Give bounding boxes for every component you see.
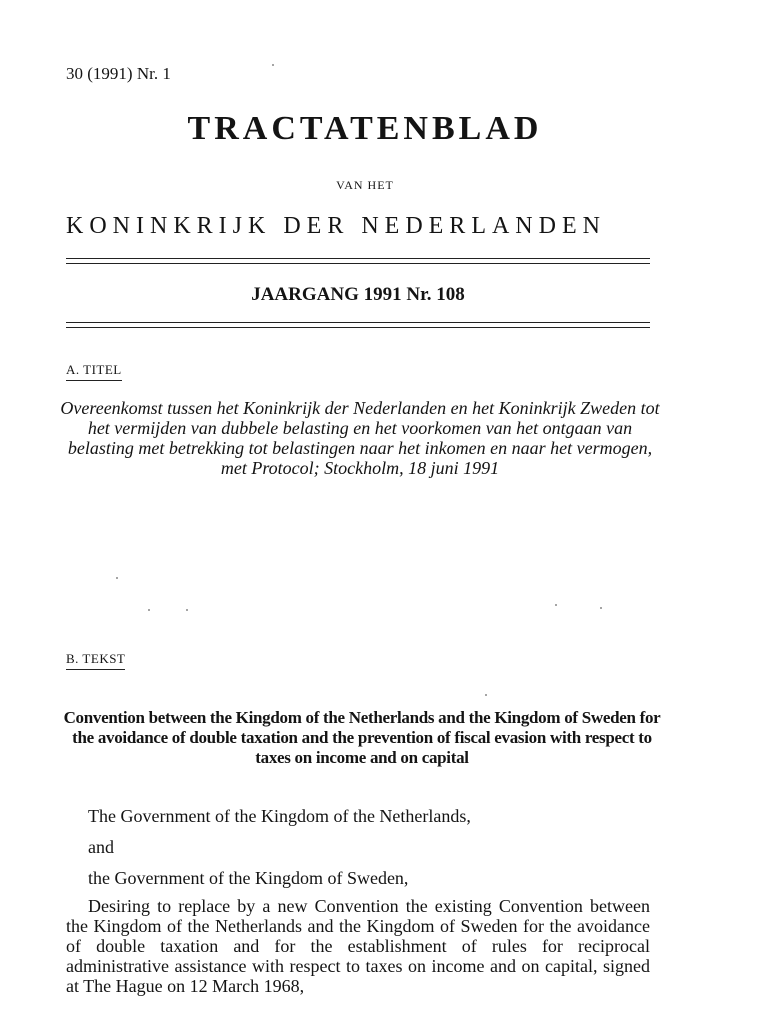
preamble-line-and: and [88, 837, 114, 857]
preamble-desiring-text: Desiring to replace by a new Convention the existing Convention between the Kingdom of the Netherlands and the Kingdom of Sweden for the avoidance of double taxation and for the establishment of rules for reciprocal administrative assistance with respect to taxes on income and on capital, signed at The Hague on 12 March 1968, [66, 896, 650, 996]
preamble-line-sweden: the Government of the Kingdom of Sweden, [88, 868, 409, 888]
treaty-title-dutch: Overeenkomst tussen het Koninkrijk der Nederlanden en het Koninkrijk Zweden tot het vermijden van dubbele belasting en het voorkomen van het ontgaan van belasting met betrekking tot belastingen naar het inkomen en naar het vermogen, met Protocol; Stockholm, 18 juni 1991 [60, 398, 660, 478]
publication-subtitle: VAN HET [336, 178, 394, 192]
publication-title: TRACTATENBLAD [187, 110, 543, 147]
kingdom-heading: KONINKRIJK DER NEDERLANDEN [66, 213, 606, 239]
scan-speck [148, 609, 150, 611]
section-a-label: A. TITEL [66, 362, 122, 381]
scan-speck [600, 607, 602, 609]
scan-speck [272, 64, 274, 66]
divider-bottom [66, 322, 650, 328]
scan-speck [555, 604, 557, 606]
section-b-label: B. TEKST [66, 651, 125, 670]
preamble-desiring-paragraph [66, 896, 650, 996]
scan-speck [485, 694, 487, 696]
scan-speck [116, 577, 118, 579]
volume-number: JAARGANG 1991 Nr. 108 [251, 284, 465, 305]
preamble-line-netherlands: The Government of the Kingdom of the Netherlands, [88, 806, 471, 826]
scan-speck [186, 609, 188, 611]
publication-reference: 30 (1991) Nr. 1 [66, 64, 171, 83]
divider-top [66, 258, 650, 264]
convention-heading: Convention between the Kingdom of the Netherlands and the Kingdom of Sweden for the avoidance of double taxation and the prevention of fiscal evasion with respect to taxes on income and on capital [63, 708, 661, 767]
